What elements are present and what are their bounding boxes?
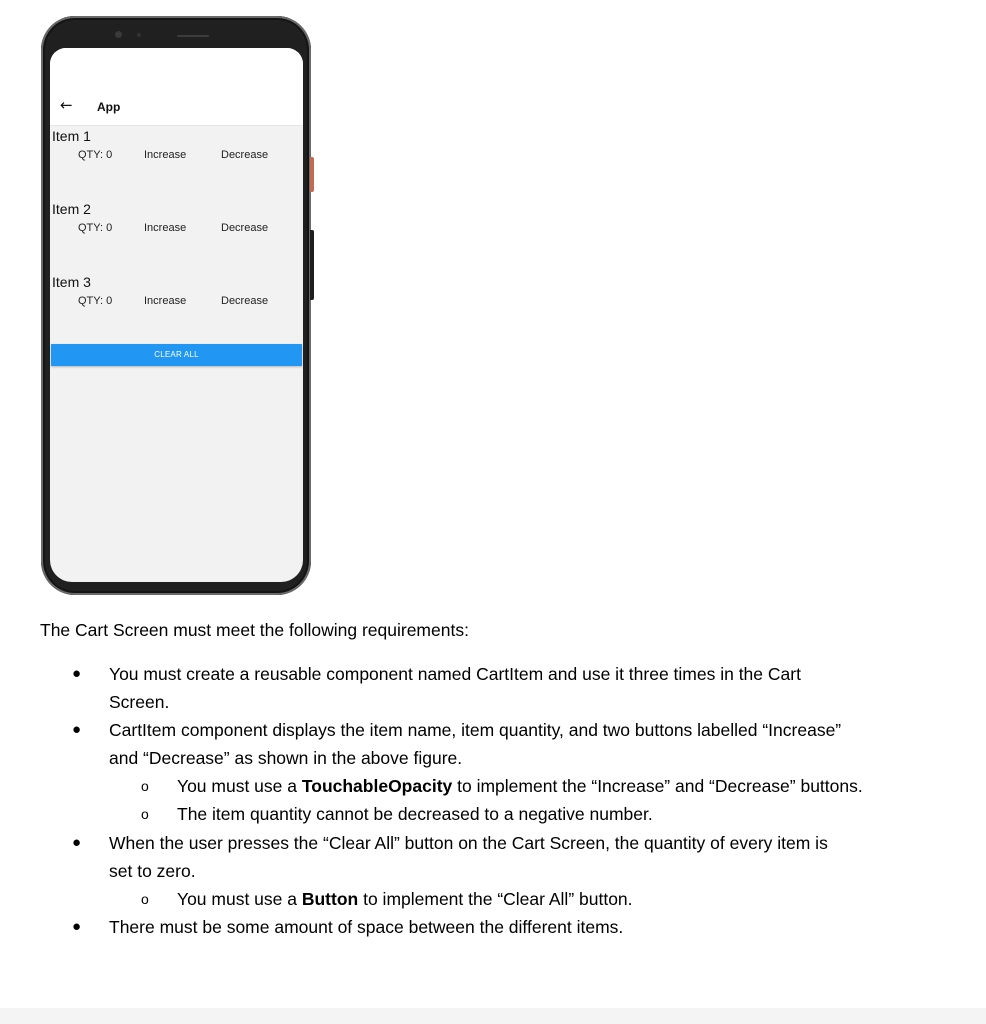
requirements-heading: The Cart Screen must meet the following requirements:	[40, 620, 469, 640]
requirement-3-line-1: When the user presses the “Clear All” button on the Cart Screen, the quantity of every item is	[109, 833, 828, 853]
back-arrow-icon[interactable]: ←	[60, 96, 73, 114]
item-quantity: QTY: 0	[78, 222, 113, 234]
requirement-2b-text: The item quantity cannot be decreased to a negative number.	[177, 804, 653, 824]
decrease-button[interactable]: Decrease	[221, 295, 269, 307]
requirement-1-line-2: Screen.	[109, 692, 170, 712]
item-name: Item 3	[52, 274, 91, 290]
page-bottom-edge	[0, 1008, 986, 1024]
bullet-marker: ●	[72, 834, 82, 851]
bullet-marker: ●	[72, 918, 82, 935]
earpiece-speaker	[177, 35, 209, 37]
item-name: Item 2	[52, 201, 91, 217]
requirement-3a-pre: You must use a	[177, 889, 302, 909]
phone-screen	[50, 48, 303, 582]
app-bar	[50, 48, 303, 126]
bullet-marker: ●	[72, 665, 82, 682]
requirement-1-line-1: You must create a reusable component named CartItem and use it three times in the Cart	[109, 664, 801, 684]
requirement-4-text: There must be some amount of space between the different items.	[109, 917, 624, 937]
requirement-3a-post: to implement the “Clear All” button.	[358, 889, 633, 909]
item-quantity: QTY: 0	[78, 149, 113, 161]
sub-bullet-marker: o	[141, 778, 149, 794]
cart-item-3	[50, 274, 303, 314]
requirement-2a-pre: You must use a	[177, 776, 302, 796]
requirement-2-line-1: CartItem component displays the item name, item quantity, and two buttons labelled “Increase”	[109, 720, 842, 740]
app-title: App	[97, 100, 121, 114]
phone-mockup	[41, 16, 311, 595]
power-button	[310, 157, 314, 192]
requirement-2a-post: to implement the “Increase” and “Decrease” buttons.	[452, 776, 863, 796]
front-camera-icon	[115, 31, 122, 38]
increase-button[interactable]: Increase	[144, 149, 187, 161]
item-name: Item 1	[52, 128, 91, 144]
increase-button[interactable]: Increase	[144, 295, 187, 307]
cart-item-1	[50, 128, 303, 168]
clear-all-button[interactable]: CLEAR ALL	[51, 344, 302, 366]
sensor-icon	[137, 33, 141, 37]
volume-button	[310, 230, 314, 300]
decrease-button[interactable]: Decrease	[221, 222, 269, 234]
sub-bullet-marker: o	[141, 806, 149, 822]
increase-button[interactable]: Increase	[144, 222, 187, 234]
requirement-2a-bold: TouchableOpacity	[301, 776, 453, 796]
sub-bullet-marker: o	[141, 891, 149, 907]
cart-item-2	[50, 201, 303, 241]
requirement-3-line-2: set to zero.	[109, 861, 196, 881]
requirement-2-line-2: and “Decrease” as shown in the above figure.	[109, 748, 463, 768]
requirement-3a-bold: Button	[301, 889, 359, 909]
bullet-marker: ●	[72, 721, 82, 738]
decrease-button[interactable]: Decrease	[221, 149, 269, 161]
item-quantity: QTY: 0	[78, 295, 113, 307]
